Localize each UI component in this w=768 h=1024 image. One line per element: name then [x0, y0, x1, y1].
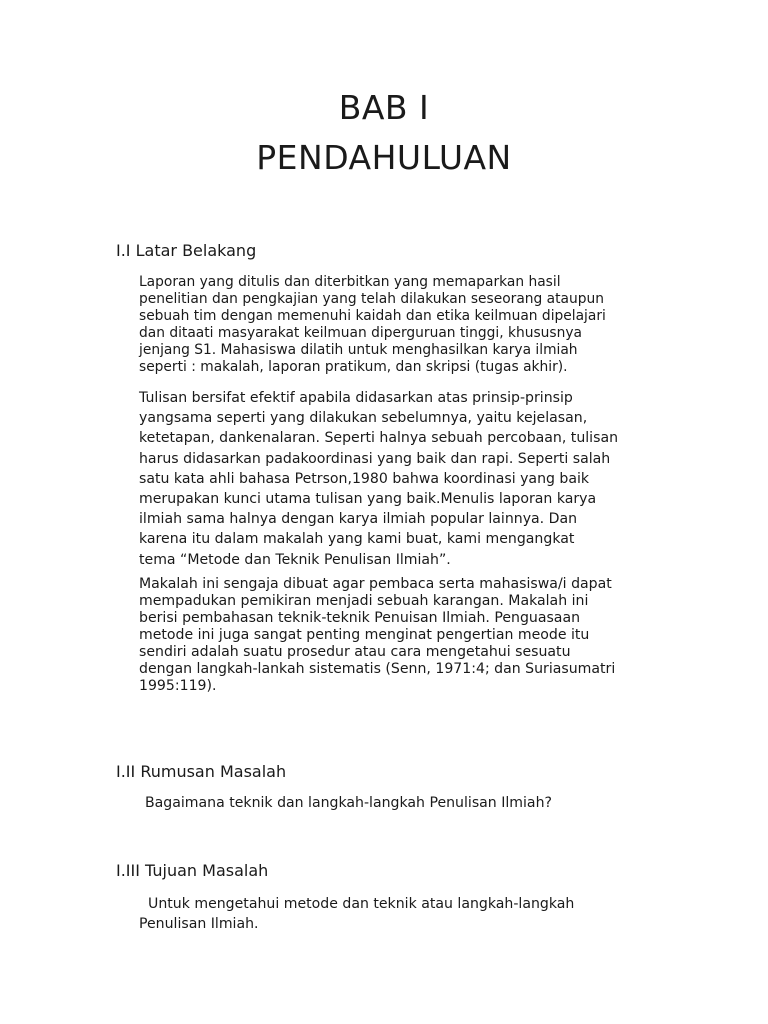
text-line: Laporan yang ditulis dan diterbitkan yang memaparkan hasil: [139, 274, 561, 290]
text-line: Untuk mengetahui metode dan teknik atau langkah-langkah: [148, 896, 575, 912]
section-heading-tujuan-masalah: I.III Tujuan Masalah: [116, 861, 269, 880]
text-line: metode ini juga sangat penting menginat pengertian meode itu: [139, 627, 590, 643]
text-line: harus didasarkan padakoordinasi yang baik dan rapi. Seperti salah: [139, 450, 611, 467]
text-line: Bagaimana teknik dan langkah-langkah Penulisan Ilmiah?: [145, 795, 552, 811]
chapter-title: BAB I: [338, 88, 430, 127]
text-line: sendiri adalah suatu prosedur atau cara mengetahui sesuatu: [139, 644, 571, 660]
text-line: sebuah tim dengan memenuhi kaidah dan etika keilmuan dipelajari: [139, 307, 606, 324]
text-line: 1995:119).: [139, 678, 217, 694]
text-line: yangsama seperti yang dilakukan sebelumnya, yaitu kejelasan,: [139, 410, 588, 427]
text-line: berisi pembahasan teknik-teknik Penuisan Ilmiah. Penguasaan: [139, 610, 581, 626]
text-line: ilmiah sama halnya dengan karya ilmiah popular lainnya. Dan: [139, 511, 578, 528]
text-line: dengan langkah-lankah sistematis (Senn, 1971:4; dan Suriasumatri: [139, 661, 616, 677]
text-line: ketetapan, dankenalaran. Seperti halnya sebuah percobaan, tulisan: [139, 430, 619, 447]
paragraph-latar-belakang-2: [139, 388, 679, 570]
text-line: penelitian dan pengkajian yang telah dilakukan seseorang ataupun: [139, 290, 604, 307]
section-heading-rumusan-masalah: I.II Rumusan Masalah: [116, 762, 287, 781]
text-line: satu kata ahli bahasa Petrson,1980 bahwa koordinasi yang baik: [139, 470, 590, 487]
text-line: Tulisan bersifat efektif apabila didasarkan atas prinsip-prinsip: [139, 390, 573, 406]
paragraph-latar-belakang-3: [139, 576, 679, 695]
text-line: Penulisan Ilmiah.: [139, 916, 259, 932]
text-line: jenjang S1. Mahasiswa dilatih untuk menghasilkan karya ilmiah: [139, 341, 578, 358]
text-line: dan ditaati masyarakat keilmuan diperguruan tinggi, khususnya: [139, 324, 582, 341]
text-line: Makalah ini sengaja dibuat agar pembaca serta mahasiswa/i dapat: [139, 576, 612, 592]
section-heading-latar-belakang: I.I Latar Belakang: [116, 241, 257, 260]
chapter-subtitle: PENDAHULUAN: [256, 138, 512, 177]
text-line: karena itu dalam makalah yang kami buat, kami mengangkat: [139, 531, 575, 548]
paragraph-tujuan-masalah: [139, 894, 679, 934]
text-line: seperti : makalah, laporan pratikum, dan skripsi (tugas akhir).: [139, 358, 568, 375]
paragraph-latar-belakang-1: [139, 274, 679, 375]
paragraph-rumusan-masalah: [145, 795, 685, 811]
text-line: merupakan kunci utama tulisan yang baik.Menulis laporan karya: [139, 491, 597, 508]
text-line: tema “Metode dan Teknik Penulisan Ilmiah”.: [139, 551, 451, 568]
text-line: mempadukan pemikiran menjadi sebuah karangan. Makalah ini: [139, 593, 589, 609]
